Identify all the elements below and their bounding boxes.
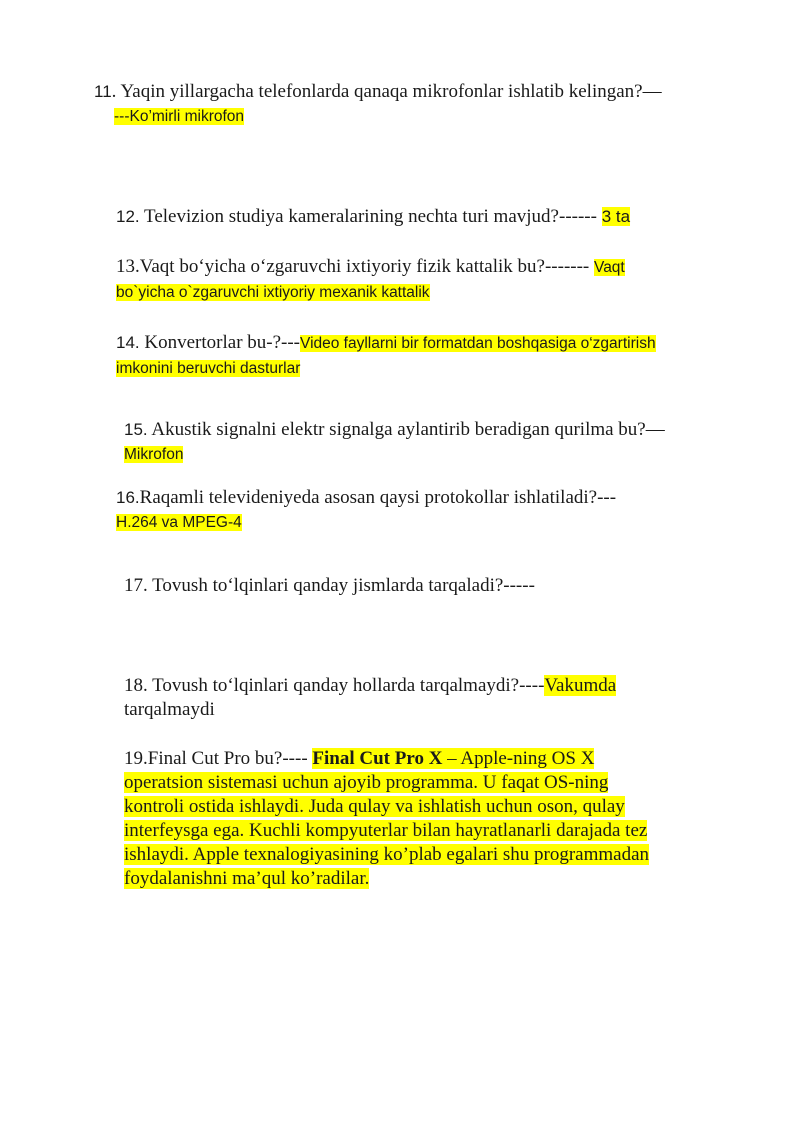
question-text: Televizion studiya kameralarining nechta turi mavjud?------ xyxy=(139,206,602,227)
answer-highlight: – Apple-ning OS X xyxy=(442,748,595,769)
question-number: 14. xyxy=(116,333,140,352)
question-text: Akustik signalni elektr signalga aylantirib beradigan qurilma bu?— xyxy=(147,419,665,440)
answer-highlight: Mikrofon xyxy=(124,446,184,463)
question-text: Raqamli televideniyeda asosan qaysi protokollar ishlatiladi?--- xyxy=(139,487,617,508)
answer-highlight: interfeysga ega. Kuchli kompyuterlar bilan hayratlanarli darajada tez xyxy=(124,820,648,841)
question-text: Tovush to‘lqinlari qanday hollarda tarqalmaydi?---- xyxy=(147,675,545,696)
question-13 xyxy=(116,255,625,305)
question-number: 16. xyxy=(116,488,140,507)
question-14 xyxy=(116,331,656,381)
question-number: 13. xyxy=(116,256,140,277)
answer-highlight: 3 ta xyxy=(601,207,631,226)
answer-bold-title: Final Cut Pro X xyxy=(312,748,443,769)
answer-highlight: operatsion sistemasi uchun ajoyib programma. U faqat OS-ning xyxy=(124,772,609,793)
answer-highlight: ishlaydi. Apple texnalogiyasining ko’plab egalari shu programmadan xyxy=(124,844,650,865)
answer-highlight: H.264 va MPEG-4 xyxy=(116,514,242,531)
question-text: Vaqt bo‘yicha o‘zgaruvchi ixtiyoriy fizik kattalik bu?------- xyxy=(139,256,594,277)
question-text: Yaqin yillargacha telefonlarda qanaqa mikrofonlar ishlatib kelingan?— xyxy=(116,81,662,102)
answer-highlight: Video fayllarni bir formatdan boshqasiga o‘zgartirish xyxy=(300,335,656,352)
question-number: 12. xyxy=(116,207,140,226)
question-16 xyxy=(116,486,616,535)
question-number: 18. xyxy=(124,675,148,696)
answer-highlight: foydalanishni ma’qul ko’radilar. xyxy=(124,868,370,889)
answer-highlight: ---Ko’mirli mikrofon xyxy=(114,108,245,125)
answer-highlight: imkonini beruvchi dasturlar xyxy=(116,360,301,377)
question-number: 15. xyxy=(124,420,148,439)
question-19 xyxy=(124,747,649,891)
question-15 xyxy=(124,418,665,467)
question-number: 11 xyxy=(94,82,112,101)
answer-highlight: bo`yicha o`zgaruvchi ixtiyoriy mexanik kattalik xyxy=(116,284,430,301)
answer-highlight: Vakumda xyxy=(544,675,617,696)
answer-highlight: kontroli ostida ishlaydi. Juda qulay va ishlatish uchun oson, qulay xyxy=(124,796,625,817)
question-12 xyxy=(116,205,630,229)
question-18 xyxy=(124,674,616,722)
answer-highlight: Vaqt xyxy=(594,259,625,276)
question-text: Konvertorlar bu-?--- xyxy=(139,332,301,353)
question-continuation: tarqalmaydi xyxy=(124,699,215,720)
question-text: Tovush to‘lqinlari qanday jismlarda tarqaladi?----- xyxy=(147,575,535,596)
question-number: 19. xyxy=(124,748,148,769)
question-number: 17. xyxy=(124,575,148,596)
question-17 xyxy=(124,574,535,598)
question-11 xyxy=(94,80,662,129)
question-text: Final Cut Pro bu?---- xyxy=(147,748,313,769)
question-number-dot: . xyxy=(111,81,117,102)
